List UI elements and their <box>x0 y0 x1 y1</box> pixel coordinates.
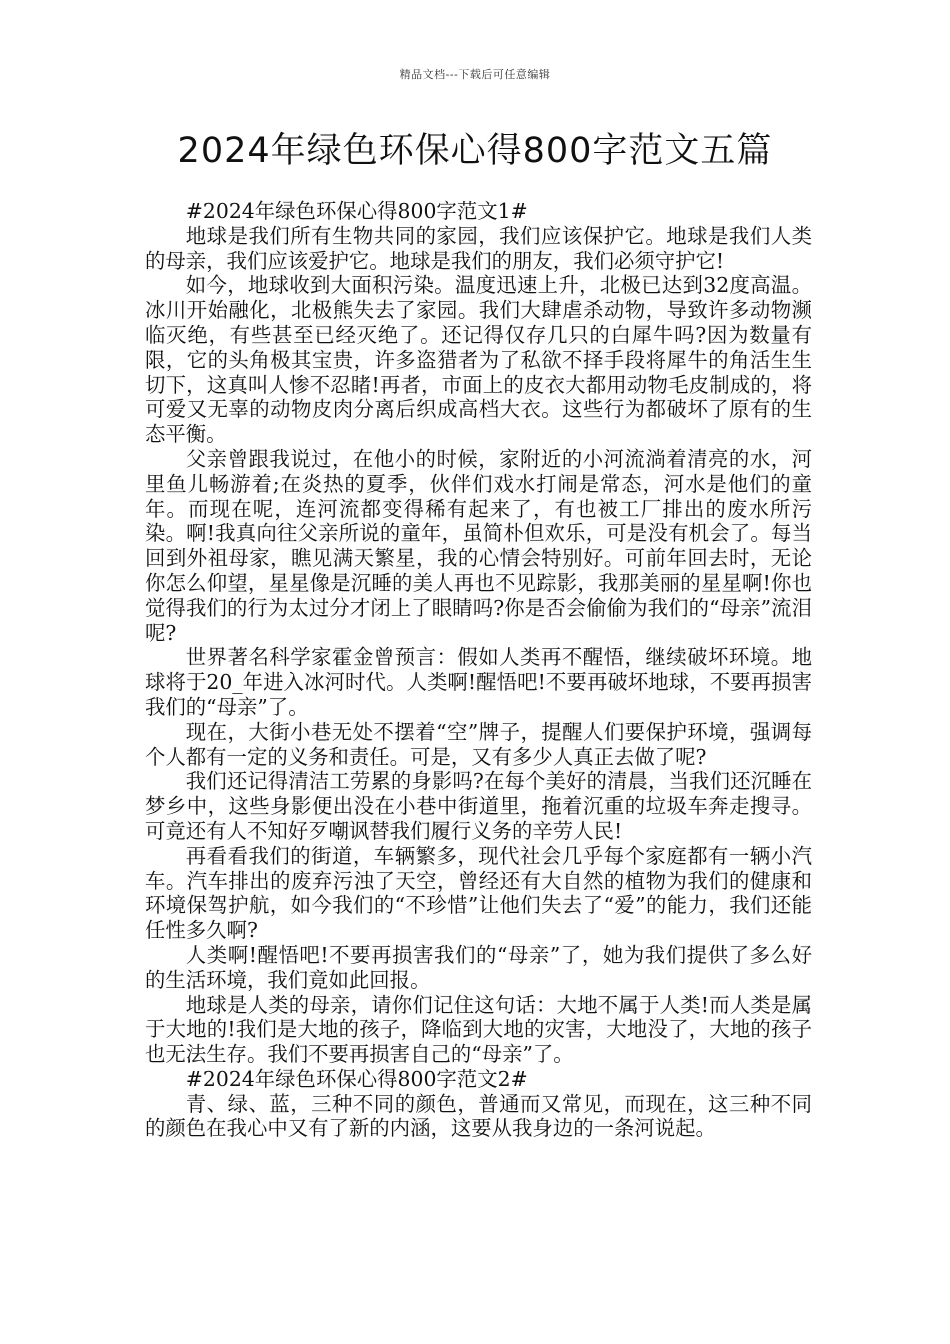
paragraph: 再看看我们的街道，车辆繁多，现代社会几乎每个家庭都有一辆小汽车。汽车排出的废弃污浊了天空，曾经还有大自然的植物为我们的健康和环境保驾护航，如今我们的“不珍惜”让他们失去了“爱”的能力，我们还能任性多久啊? <box>145 843 812 943</box>
paragraph: 地球是我们所有生物共同的家园，我们应该保护它。地球是我们人类的母亲，我们应该爱护它。地球是我们的朋友，我们必须守护它! <box>145 223 812 273</box>
paragraph: 如今，地球收到大面积污染。温度迅速上升，北极已达到32度高温。冰川开始融化，北极熊失去了家园。我们大肆虐杀动物，导致许多动物濒临灭绝，有些甚至已经灭绝了。还记得仅存几只的白犀牛吗?因为数量有限，它的头角极其宝贵，许多盗猎者为了私欲不择手段将犀牛的角活生生切下，这真叫人惨不忍睹!再者，市面上的皮衣大都用动物毛皮制成的，将可爱又无辜的动物皮肉分离后织成高档大衣。这些行为都破坏了原有的生态平衡。 <box>145 273 812 447</box>
paragraph: 父亲曾跟我说过，在他小的时候，家附近的小河流淌着清亮的水，河里鱼儿畅游着;在炎热的夏季，伙伴们戏水打闹是常态，河水是他们的童年。而现在呢，连河流都变得稀有起来了，有也被工厂排出的废水所污染。啊!我真向往父亲所说的童年，虽简朴但欢乐，可是没有机会了。每当回到外祖母家，瞧见满天繁星，我的心情会特别好。可前年回去时，无论你怎么仰望，星星像是沉睡的美人再也不见踪影，我那美丽的星星啊!你也觉得我们的行为太过分才闭上了眼睛吗?你是否会偷偷为我们的“母亲”流泪呢? <box>145 446 812 645</box>
paragraph: 世界著名科学家霍金曾预言：假如人类再不醒悟，继续破坏环境。地球将于20_年进入冰河时代。人类啊!醒悟吧!不要再破坏地球，不要再损害我们的“母亲”了。 <box>145 645 812 719</box>
paragraph: 地球是人类的母亲，请你们记住这句话：大地不属于人类!而人类是属于大地的!我们是大地的孩子，降临到大地的灾害，大地没了，大地的孩子也无法生存。我们不要再损害自己的“母亲”了。 <box>145 992 812 1067</box>
paragraph: 我们还记得清洁工劳累的身影吗?在每个美好的清晨，当我们还沉睡在梦乡中，这些身影便出没在小巷中街道里，拖着沉重的垃圾车奔走搜寻。可竟还有人不知好歹嘲讽替我们履行义务的辛劳人民! <box>145 769 812 843</box>
header-note: 精品文档---下载后可任意编辑 <box>399 68 551 81</box>
document-title: 2024年绿色环保心得800字范文五篇 <box>177 131 773 171</box>
section-heading-1: #2024年绿色环保心得800字范文1# <box>185 199 528 223</box>
paragraph: 人类啊!醒悟吧!不要再损害我们的“母亲”了，她为我们提供了多么好的生活环境，我们竟如此回报。 <box>145 942 812 992</box>
paragraph: 青、绿、蓝，三种不同的颜色，普通而又常见，而现在，这三种不同的颜色在我心中又有了新的内涵，这要从我身边的一条河说起。 <box>145 1091 812 1141</box>
section-heading-2: #2024年绿色环保心得800字范文2# <box>185 1066 528 1091</box>
paragraph: 现在，大街小巷无处不摆着“空”牌子，提醒人们要保护环境，强调每个人都有一定的义务和责任。可是，又有多少人真正去做了呢? <box>145 719 812 769</box>
document-body <box>145 199 812 1141</box>
